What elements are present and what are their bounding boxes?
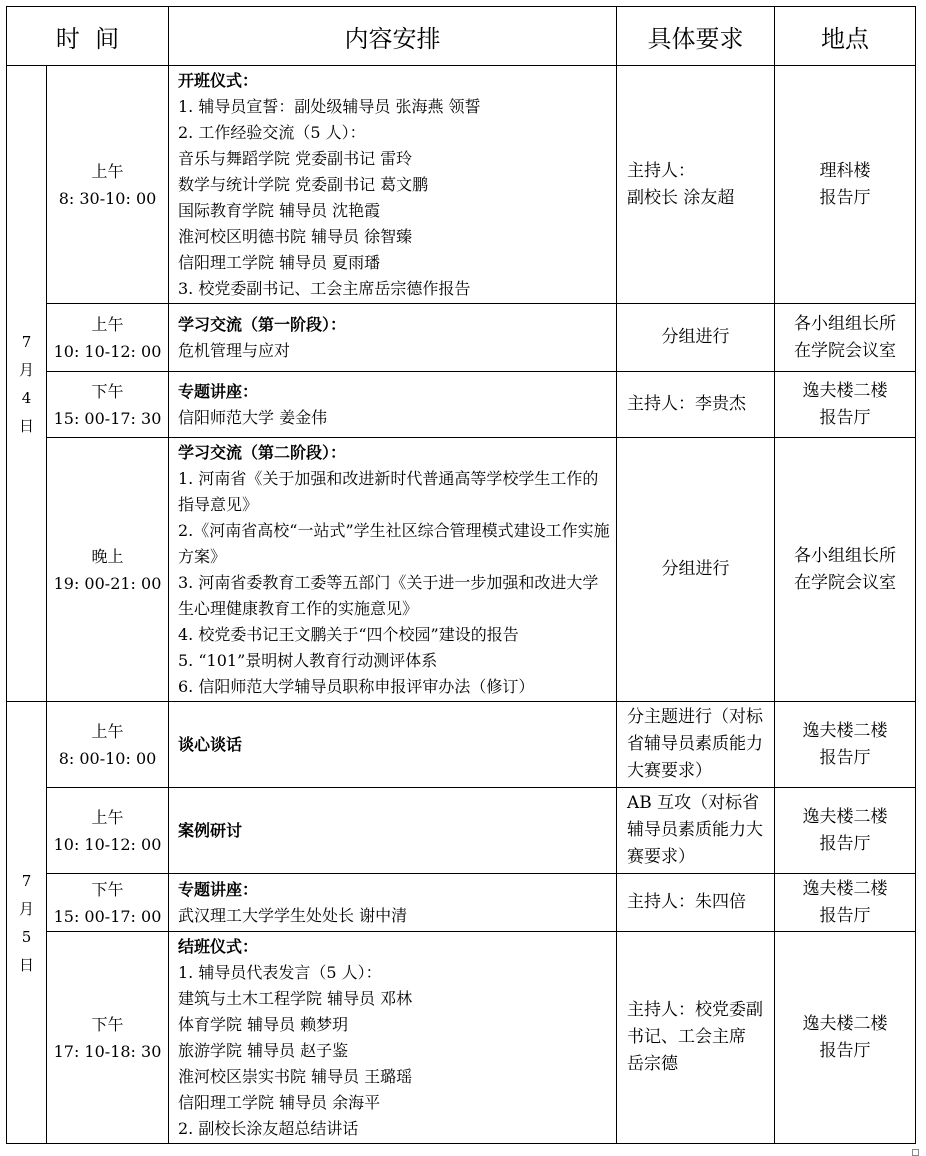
requirement-cell bbox=[617, 702, 775, 788]
content-title: 谈心谈话 bbox=[178, 734, 243, 754]
requirement-text: 分组进行 bbox=[661, 327, 730, 347]
requirement-text: 分组进行 bbox=[661, 559, 730, 579]
time-cell bbox=[47, 932, 169, 1144]
day-label-jul4 bbox=[7, 66, 47, 702]
period-label: 下午 bbox=[91, 381, 124, 401]
time-range: 19: 00-21: 00 bbox=[53, 573, 162, 593]
location-cell bbox=[775, 438, 916, 702]
day-char: 7 bbox=[21, 332, 32, 351]
content-line: 2. 工作经验交流（5 人）： bbox=[178, 122, 366, 142]
table-row bbox=[7, 874, 916, 932]
requirement-cell bbox=[617, 304, 775, 372]
content-line: 国际教育学院 辅导员 沈艳霞 bbox=[178, 200, 381, 220]
table-row bbox=[7, 304, 916, 372]
table-row bbox=[7, 372, 916, 438]
time-range: 10: 10-12: 00 bbox=[53, 834, 162, 854]
content-cell bbox=[169, 304, 617, 372]
requirement-text: 主持人：李贵杰 bbox=[627, 394, 746, 414]
day-label-jul5 bbox=[7, 702, 47, 1144]
requirement-cell bbox=[617, 66, 775, 304]
content-line: 信阳师范大学 姜金伟 bbox=[178, 407, 328, 427]
content-line: 旅游学院 辅导员 赵子鉴 bbox=[178, 1040, 349, 1060]
time-range: 10: 10-12: 00 bbox=[53, 341, 162, 361]
time-range: 15: 00-17: 30 bbox=[53, 408, 162, 428]
content-line: 数学与统计学院 党委副书记 葛文鹏 bbox=[178, 174, 429, 194]
table-row bbox=[7, 788, 916, 874]
requirement-text: 副校长 涂友超 bbox=[627, 187, 735, 208]
day-char: 4 bbox=[21, 388, 32, 407]
location-text: 逸夫楼二楼 bbox=[802, 878, 888, 899]
period-label: 上午 bbox=[91, 161, 124, 181]
location-text: 逸夫楼二楼 bbox=[802, 806, 888, 827]
content-line: 信阳理工学院 辅导员 夏雨璠 bbox=[178, 252, 381, 272]
time-cell bbox=[47, 372, 169, 438]
location-text: 报告厅 bbox=[819, 905, 871, 926]
requirement-cell bbox=[617, 932, 775, 1144]
content-line: 4. 校党委书记王文鹏关于“四个校园”建设的报告 bbox=[178, 624, 519, 644]
location-text: 逸夫楼二楼 bbox=[802, 720, 888, 741]
day-char: 日 bbox=[18, 416, 34, 435]
location-cell bbox=[775, 702, 916, 788]
content-line: 音乐与舞蹈学院 党委副书记 雷玲 bbox=[178, 148, 413, 168]
location-text: 各小组组长所 bbox=[794, 313, 896, 334]
time-range: 8: 30-10: 00 bbox=[58, 188, 157, 208]
content-title: 案例研讨 bbox=[178, 820, 243, 840]
table-resize-handle[interactable] bbox=[912, 1149, 919, 1156]
period-label: 下午 bbox=[91, 879, 124, 899]
requirement-text: 主持人：校党委副书记、工会主席 岳宗德 bbox=[627, 1000, 763, 1074]
content-title: 学习交流（第二阶段）： bbox=[178, 442, 347, 462]
location-text: 在学院会议室 bbox=[794, 572, 896, 593]
requirement-cell bbox=[617, 874, 775, 932]
content-line: 体育学院 辅导员 赖梦玥 bbox=[178, 1014, 349, 1034]
content-line: 建筑与土木工程学院 辅导员 邓林 bbox=[178, 988, 413, 1008]
location-text: 报告厅 bbox=[819, 747, 871, 768]
content-line: 1. 辅导员宣誓：副处级辅导员 张海燕 领誓 bbox=[178, 96, 481, 116]
period-label: 下午 bbox=[91, 1014, 124, 1034]
content-line: 危机管理与应对 bbox=[178, 340, 291, 360]
content-cell bbox=[169, 932, 617, 1144]
location-text: 逸夫楼二楼 bbox=[802, 1013, 888, 1034]
period-label: 上午 bbox=[91, 314, 124, 334]
content-cell bbox=[169, 702, 617, 788]
day-char: 日 bbox=[18, 955, 34, 974]
requirement-text: 主持人： bbox=[627, 160, 695, 181]
requirement-cell bbox=[617, 788, 775, 874]
content-line: 信阳理工学院 辅导员 余海平 bbox=[178, 1092, 381, 1112]
location-text: 逸夫楼二楼 bbox=[802, 380, 888, 401]
location-cell bbox=[775, 788, 916, 874]
content-line: 1. 河南省《关于加强和改进新时代普通高等学校学生工作的指导意见》 bbox=[178, 468, 599, 514]
content-title: 结班仪式： bbox=[178, 936, 259, 956]
day-char: 7 bbox=[21, 871, 32, 890]
header-row bbox=[7, 7, 916, 66]
time-range: 17: 10-18: 30 bbox=[53, 1041, 162, 1061]
content-cell bbox=[169, 874, 617, 932]
content-title: 开班仪式： bbox=[178, 70, 259, 90]
requirement-text: 分主题进行（对标省辅导员素质能力大赛要求） bbox=[627, 707, 763, 781]
table-row bbox=[7, 702, 916, 788]
time-cell bbox=[47, 66, 169, 304]
header-time: 时 间 bbox=[7, 7, 169, 66]
location-text: 在学院会议室 bbox=[794, 340, 896, 361]
content-line: 淮河校区明德书院 辅导员 徐智臻 bbox=[178, 226, 413, 246]
header-requirements: 具体要求 bbox=[617, 7, 775, 66]
period-label: 晚上 bbox=[91, 546, 124, 566]
content-line: 3. 河南省委教育工委等五部门《关于进一步加强和改进大学生心理健康教育工作的实施意见》 bbox=[178, 572, 599, 618]
time-cell bbox=[47, 788, 169, 874]
table-row bbox=[7, 932, 916, 1144]
requirement-cell bbox=[617, 438, 775, 702]
day-char: 月 bbox=[18, 899, 34, 918]
content-line: 淮河校区崇实书院 辅导员 王璐瑶 bbox=[178, 1066, 413, 1086]
day-char: 5 bbox=[21, 927, 32, 946]
location-text: 报告厅 bbox=[819, 187, 871, 208]
content-line: 3. 校党委副书记、工会主席岳宗德作报告 bbox=[178, 278, 471, 298]
location-text: 各小组组长所 bbox=[794, 545, 896, 566]
table-row bbox=[7, 66, 916, 304]
content-line: 6. 信阳师范大学辅导员职称申报评审办法（修订） bbox=[178, 676, 535, 696]
content-cell bbox=[169, 788, 617, 874]
location-cell bbox=[775, 372, 916, 438]
requirement-cell bbox=[617, 372, 775, 438]
table-row bbox=[7, 438, 916, 702]
time-cell bbox=[47, 874, 169, 932]
location-cell bbox=[775, 304, 916, 372]
content-line: 2.《河南省高校“一站式”学生社区综合管理模式建设工作实施方案》 bbox=[178, 520, 610, 566]
time-cell bbox=[47, 438, 169, 702]
content-cell bbox=[169, 372, 617, 438]
content-title: 学习交流（第一阶段）： bbox=[178, 314, 347, 334]
content-cell bbox=[169, 66, 617, 304]
content-cell bbox=[169, 438, 617, 702]
header-content: 内容安排 bbox=[169, 7, 617, 66]
header-location: 地点 bbox=[775, 7, 916, 66]
location-text: 报告厅 bbox=[819, 833, 871, 854]
content-line: 1. 辅导员代表发言（5 人）： bbox=[178, 962, 382, 982]
location-text: 报告厅 bbox=[819, 1040, 871, 1061]
requirement-text: AB 互攻（对标省辅导员素质能力大赛要求） bbox=[627, 793, 763, 867]
day-char: 月 bbox=[18, 360, 34, 379]
content-title: 专题讲座： bbox=[178, 381, 259, 401]
content-line: 武汉理工大学学生处处长 谢中清 bbox=[178, 905, 408, 925]
content-line: 2. 副校长涂友超总结讲话 bbox=[178, 1118, 359, 1138]
location-cell bbox=[775, 874, 916, 932]
time-cell bbox=[47, 304, 169, 372]
period-label: 上午 bbox=[91, 807, 124, 827]
content-line: 5. “101”景明树人教育行动测评体系 bbox=[178, 650, 438, 670]
time-cell bbox=[47, 702, 169, 788]
period-label: 上午 bbox=[91, 721, 124, 741]
location-cell bbox=[775, 932, 916, 1144]
content-title: 专题讲座： bbox=[178, 879, 259, 899]
requirement-text: 主持人：朱四倍 bbox=[627, 892, 746, 912]
time-range: 8: 00-10: 00 bbox=[58, 748, 157, 768]
location-text: 理科楼 bbox=[819, 160, 871, 181]
time-range: 15: 00-17: 00 bbox=[53, 906, 162, 926]
location-cell bbox=[775, 66, 916, 304]
location-text: 报告厅 bbox=[819, 407, 871, 428]
schedule-table bbox=[6, 6, 916, 1144]
